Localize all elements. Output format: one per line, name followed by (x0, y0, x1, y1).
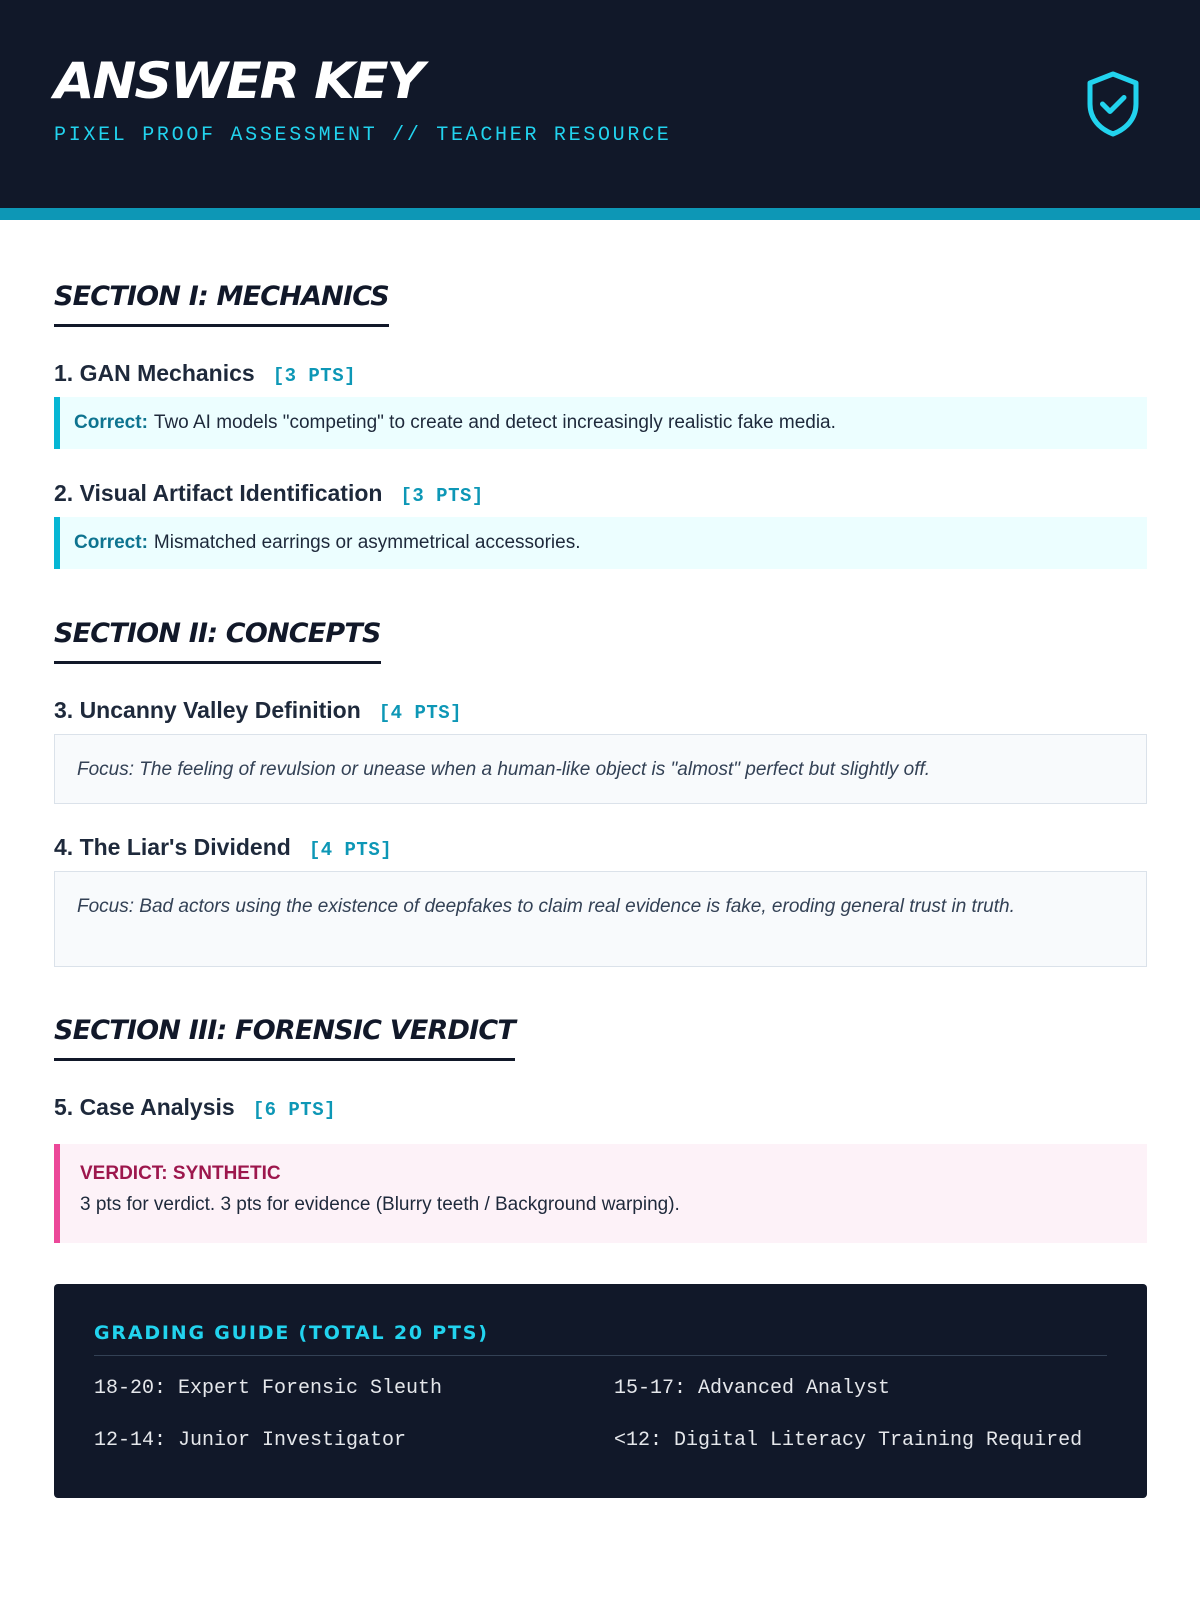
points-badge: [4 PTS] (308, 839, 393, 861)
question-title: 2. Visual Artifact Identification (54, 480, 383, 506)
question-title: 5. Case Analysis (54, 1094, 235, 1120)
page-subtitle: PIXEL PROOF ASSESSMENT // TEACHER RESOURCE (54, 124, 672, 147)
verdict-box (54, 1144, 1147, 1243)
question-5-heading (54, 1096, 336, 1120)
page-title: ANSWER KEY (54, 52, 423, 110)
grade-range: 15-17: Advanced Analyst (614, 1377, 891, 1400)
correct-answer-text: Mismatched earrings or asymmetrical accessories. (153, 532, 581, 553)
points-badge: [6 PTS] (252, 1099, 337, 1121)
grading-guide-title: GRADING GUIDE (TOTAL 20 PTS) (94, 1324, 1107, 1356)
shield-check-icon (1085, 70, 1141, 138)
section-title-forensic-verdict: SECTION III: FORENSIC VERDICT (54, 1017, 515, 1061)
grade-range: <12: Digital Literacy Training Required (614, 1429, 1083, 1452)
points-badge: [3 PTS] (400, 485, 484, 507)
correct-label: Correct: (74, 532, 148, 553)
question-1-heading (54, 362, 356, 386)
grade-range: 12-14: Junior Investigator (94, 1429, 407, 1452)
grade-range: 18-20: Expert Forensic Sleuth (94, 1377, 443, 1400)
question-4-heading (54, 836, 392, 860)
question-3-heading (54, 699, 462, 723)
correct-answer-text: Two AI models "competing" to create and detect increasingly realistic fake media. (153, 412, 836, 433)
grading-scale (94, 1378, 1107, 1452)
page-header (0, 0, 1200, 208)
header-accent-stripe (0, 208, 1200, 220)
focus-answer-box: Focus: Bad actors using the existence of deepfakes to claim real evidence is fake, eroding general trust in truth. (54, 871, 1147, 967)
focus-answer-box: Focus: The feeling of revulsion or unease when a human-like object is "almost" perfect but slightly off. (54, 734, 1147, 804)
question-title: 1. GAN Mechanics (54, 360, 255, 386)
correct-answer-box (54, 397, 1147, 449)
verdict-text: 3 pts for verdict. 3 pts for evidence (Blurry teeth / Background warping). (80, 1194, 680, 1215)
points-badge: [4 PTS] (378, 702, 463, 724)
points-badge: [3 PTS] (272, 365, 357, 387)
question-title: 3. Uncanny Valley Definition (54, 697, 361, 723)
section-title-mechanics: SECTION I: MECHANICS (54, 283, 389, 327)
grading-guide (54, 1284, 1147, 1498)
section-title-concepts: SECTION II: CONCEPTS (54, 620, 381, 664)
correct-label: Correct: (74, 412, 148, 433)
question-2-heading (54, 482, 484, 506)
correct-answer-box (54, 517, 1147, 569)
verdict-label: VERDICT: SYNTHETIC (80, 1163, 281, 1184)
question-title: 4. The Liar's Dividend (54, 834, 291, 860)
